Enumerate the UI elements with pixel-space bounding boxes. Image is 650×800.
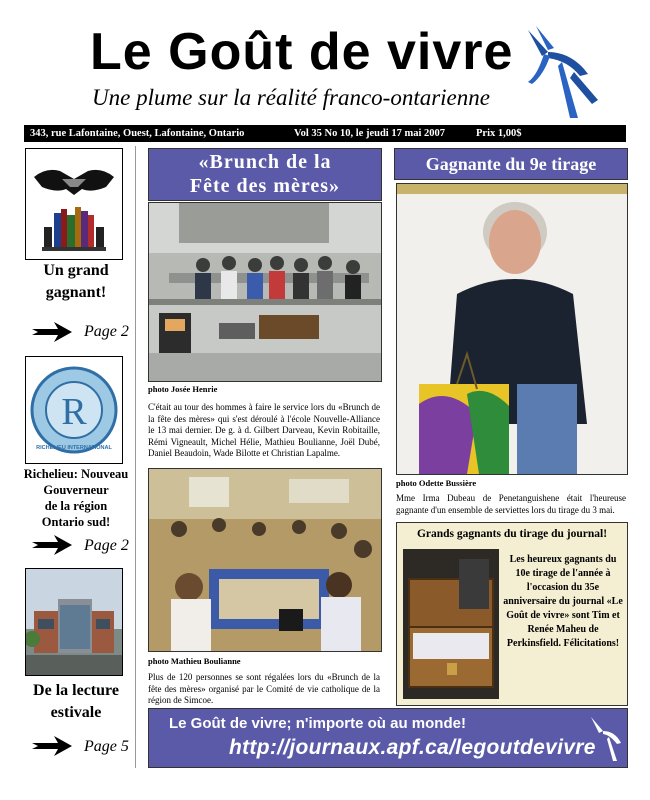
footer-url-link[interactable]: http://journaux.apf.ca/legoutdevivre: [229, 736, 596, 759]
story-title-richelieu: [20, 466, 132, 530]
brunch-caption-2: Plus de 120 personnes se sont régalées lors du «Brunch de la fête des mères» organisé par le Comité de vie catholique de la région de Simcoe.: [148, 672, 380, 705]
arrow-right-icon: [32, 535, 72, 555]
draw-text: Les heureux gagnants du 10e tirage de l'année à l'occasion du 35e anniversaire du journal «Le Goût de vivre» sont Tim et Renée Maheu de Perkinsfield. Félicitations!: [503, 554, 623, 649]
treasure-chest-image: [403, 549, 499, 699]
story-title-line: Un grand: [43, 262, 109, 279]
story-title-reading: [20, 680, 132, 724]
issue-info-bar: [24, 125, 626, 142]
headline-line: Fête des mères»: [189, 175, 341, 197]
richelieu-logo: [25, 356, 123, 464]
column-divider: [135, 146, 136, 768]
page-link-2b[interactable]: Page 2: [84, 537, 129, 554]
page-link-5[interactable]: Page 5: [84, 738, 129, 755]
library-building-photo: [25, 568, 123, 676]
brunch-headline: [148, 148, 382, 201]
photo-credit: photo Josée Henrie: [148, 384, 218, 394]
footer-banner: [148, 708, 628, 768]
photo-credit: photo Mathieu Boulianne: [148, 656, 241, 666]
story-title-line: gagnant!: [45, 284, 107, 301]
men-serving-photo: [148, 202, 382, 382]
draw-title: Grands gagnants du tirage du journal!: [416, 528, 608, 540]
serving-photo-image: [149, 203, 381, 381]
winner-photo-image: [397, 184, 627, 474]
bird-logo-icon: [587, 713, 623, 763]
story-title-line: Richelieu: Nouveau: [23, 467, 129, 481]
logo-text: RICHELIEU INTERNATIONAL: [36, 445, 112, 451]
brunch-crowd-photo: [148, 468, 382, 652]
story-title-line: de la région: [44, 499, 108, 513]
headline-line: «Brunch de la: [198, 151, 332, 173]
masthead-tagline: Une plume sur la réalité franco-ontarienne: [92, 85, 490, 110]
winner-headline: Gagnante du 9e tirage: [394, 148, 628, 180]
story-title-line: Ontario sud!: [41, 515, 111, 529]
handshake-icon: [26, 149, 122, 259]
footer-name: Le Goût de vivre: [169, 715, 287, 732]
story-title-line: De la lecture: [33, 682, 119, 699]
arrow-right-icon: [32, 736, 72, 756]
bird-logo-icon: [518, 22, 600, 122]
handshake-books-image: [25, 148, 123, 260]
arrow-right-icon: [32, 322, 72, 342]
story-title-line: Gouverneur: [43, 483, 109, 497]
page-link-2[interactable]: Page 2: [84, 323, 129, 340]
winner-photo: [396, 183, 628, 475]
footer-slogan: [169, 715, 466, 732]
footer-slogan-rest: ; n'importe où au monde!: [286, 715, 466, 732]
story-title-winner: [20, 260, 132, 304]
issue-text: Vol 35 No 10, le jeudi 17 mai 2007: [294, 128, 445, 139]
price-text: Prix 1,00$: [476, 128, 522, 139]
library-photo-image: [26, 569, 122, 675]
brunch-caption-1: C'était au tour des hommes à faire le service lors du «Brunch de la fête des mères» qui s'est déroulé à l'école Nouvelle-Alliance le 13 mai dernier. De g. à d. Gilbert Darveau, Kevin Robitaille, Rémi Vigneault, Michel Hélie, Mathieu Boulianne, Joël Dubé, Daniel Beaudoin, Wade Bilotte et Christian Lapalme.: [148, 402, 380, 458]
winner-caption: Mme Irma Dubeau de Penetanguishene était l'heureuse gagnante d'un ensemble de serviettes lors du tirage du 3 mai.: [396, 493, 626, 515]
draw-winners-box: [396, 522, 628, 706]
masthead-title: Le Goût de vivre: [90, 23, 514, 81]
crowd-photo-image: [149, 469, 381, 651]
photo-credit: photo Odette Bussière: [396, 478, 477, 488]
story-title-line: estivale: [50, 704, 102, 721]
address-text: 343, rue Lafontaine, Ouest, Lafontaine, Ontario: [30, 128, 245, 139]
logo-letter: R: [61, 391, 87, 433]
